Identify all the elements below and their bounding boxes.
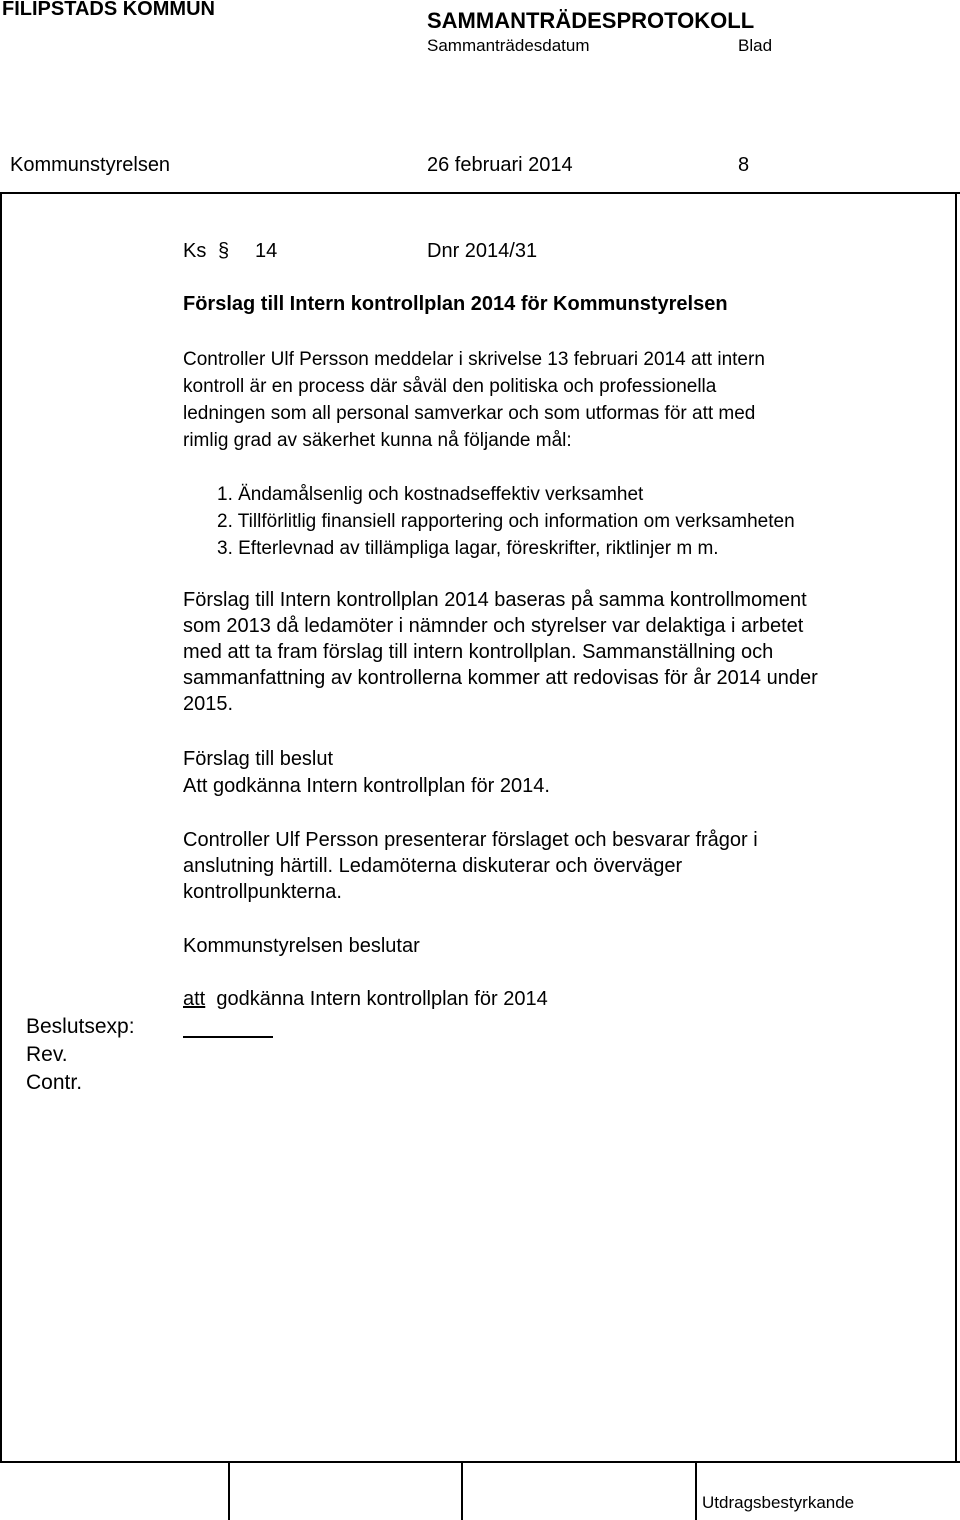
meeting-date: 26 februari 2014 <box>427 154 573 176</box>
registration-number: Dnr 2014/31 <box>427 240 538 262</box>
intro-line: kontroll är en process där såväl den politiska och professionella <box>183 376 717 397</box>
basis-line: sammanfattning av kontrollerna kommer att redovisas för år 2014 under <box>183 667 818 689</box>
intro-line: rimlig grad av säkerhet kunna nå följande mål: <box>183 430 572 451</box>
decision-heading: Kommunstyrelsen beslutar <box>183 935 420 957</box>
goal-item: 3. Efterlevnad av tillämpliga lagar, föreskrifter, riktlinjer m m. <box>217 538 719 559</box>
item-prefix: Ks <box>183 240 207 262</box>
goal-item: 2. Tillförlitlig finansiell rapportering och information om verksamheten <box>217 511 795 532</box>
document-title: SAMMANTRÄDESPROTOKOLL <box>427 8 755 33</box>
basis-line: 2015. <box>183 693 234 715</box>
rev-label: Rev. <box>26 1043 68 1066</box>
basis-line: Förslag till Intern kontrollplan 2014 baseras på samma kontrollmoment <box>183 589 807 611</box>
decision-body: godkänna Intern kontrollplan för 2014 <box>216 988 548 1010</box>
item-heading: Förslag till Intern kontrollplan 2014 för Kommunstyrelsen <box>183 293 728 315</box>
page-number: 8 <box>738 154 750 176</box>
discussion-line: anslutning härtill. Ledamöterna diskuterar och överväger <box>183 855 683 877</box>
basis-line: med att ta fram förslag till intern kontrollplan. Sammanställning och <box>183 641 774 663</box>
frame-top-line <box>0 192 960 194</box>
discussion-paragraph <box>183 827 758 905</box>
section-sign: § <box>218 240 230 262</box>
intro-line: ledningen som all personal samverkar och som utformas för att med <box>183 403 756 424</box>
footer-divider-2 <box>461 1461 463 1520</box>
intro-paragraph <box>183 346 765 454</box>
beslutsexp-label: Beslutsexp: <box>26 1015 135 1038</box>
frame-bottom-line <box>0 1461 960 1463</box>
footer-divider-3 <box>695 1461 697 1520</box>
municipality-name: FILIPSTADS KOMMUN <box>2 0 215 20</box>
proposal-text: Att godkänna Intern kontrollplan för 2014. <box>183 775 550 797</box>
goal-item: 1. Ändamålsenlig och kostnadseffektiv verksamhet <box>217 484 644 505</box>
frame-right-line <box>955 192 957 1462</box>
intro-line: Controller Ulf Persson meddelar i skrivelse 13 februari 2014 att intern <box>183 349 765 370</box>
discussion-line: Controller Ulf Persson presenterar förslaget och besvarar frågor i <box>183 829 758 851</box>
item-number: 14 <box>255 240 278 262</box>
proposal-label: Förslag till beslut <box>183 748 334 770</box>
basis-line: som 2013 då ledamöter i nämnder och styrelser var delaktiga i arbetet <box>183 615 804 637</box>
distribution-line <box>183 1036 273 1038</box>
footer-divider-1 <box>228 1461 230 1520</box>
decision-text <box>183 986 548 1012</box>
contr-label: Contr. <box>26 1071 83 1094</box>
discussion-line: kontrollpunkterna. <box>183 881 342 903</box>
extract-certification-label: Utdragsbestyrkande <box>702 1493 855 1512</box>
committee-name: Kommunstyrelsen <box>10 154 171 176</box>
page-label: Blad <box>738 36 773 55</box>
decision-att: att <box>183 988 206 1010</box>
basis-paragraph <box>183 587 818 717</box>
distribution-block <box>26 1013 166 1097</box>
goals-list <box>217 481 795 562</box>
frame-left-line <box>0 192 2 1462</box>
meeting-date-label: Sammanträdesdatum <box>427 36 590 55</box>
